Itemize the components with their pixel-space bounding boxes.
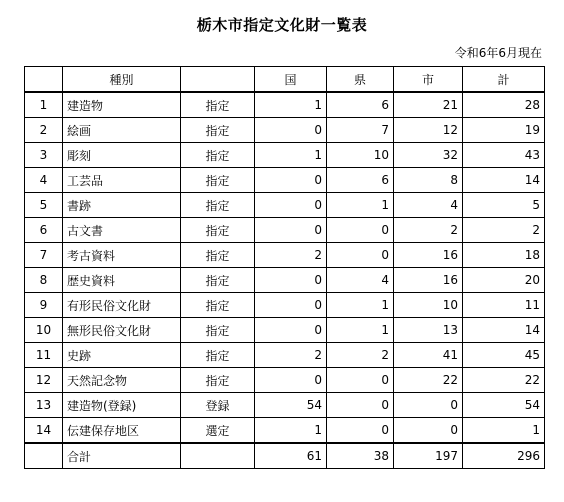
table-row — [25, 118, 545, 143]
cell-category: 彫刻 — [63, 143, 181, 168]
cell-prefecture: 10 — [327, 143, 394, 168]
cell-type: 指定 — [181, 143, 255, 168]
cell-national: 54 — [255, 393, 327, 418]
cell-national: 0 — [255, 118, 327, 143]
cell-type: 指定 — [181, 92, 255, 118]
cell-type: 指定 — [181, 318, 255, 343]
table-row — [25, 343, 545, 368]
cell-category: 書跡 — [63, 193, 181, 218]
cell-no: 4 — [25, 168, 63, 193]
cell-national: 1 — [255, 143, 327, 168]
table-row — [25, 168, 545, 193]
cell-total: 22 — [463, 368, 545, 393]
cell-no: 6 — [25, 218, 63, 243]
cell-category: 建造物 — [63, 92, 181, 118]
cell-no: 10 — [25, 318, 63, 343]
cell-total: 43 — [463, 143, 545, 168]
header-type — [181, 67, 255, 93]
cell-category: 歴史資料 — [63, 268, 181, 293]
cell-city: 32 — [394, 143, 463, 168]
cell-total: 5 — [463, 193, 545, 218]
cell-category: 無形民俗文化財 — [63, 318, 181, 343]
cell-no: 14 — [25, 418, 63, 444]
cell-type: 登録 — [181, 393, 255, 418]
cell-prefecture: 1 — [327, 193, 394, 218]
cell-category: 工芸品 — [63, 168, 181, 193]
cell-type: 指定 — [181, 118, 255, 143]
cell-national: 0 — [255, 193, 327, 218]
cell-prefecture: 1 — [327, 293, 394, 318]
table-row — [25, 368, 545, 393]
cell-type: 選定 — [181, 418, 255, 444]
cell-category: 合計 — [63, 443, 181, 469]
as-of-date: 令和6年6月現在 — [454, 46, 542, 60]
cell-city: 0 — [394, 393, 463, 418]
header-row — [25, 67, 545, 93]
cell-prefecture: 6 — [327, 92, 394, 118]
cell-national: 0 — [255, 293, 327, 318]
header-total: 計 — [463, 67, 545, 93]
cell-type: 指定 — [181, 368, 255, 393]
table-row — [25, 393, 545, 418]
table-row — [25, 218, 545, 243]
cell-no: 5 — [25, 193, 63, 218]
cell-prefecture: 7 — [327, 118, 394, 143]
cell-type: 指定 — [181, 268, 255, 293]
cell-total: 45 — [463, 343, 545, 368]
cell-type: 指定 — [181, 243, 255, 268]
cell-category: 古文書 — [63, 218, 181, 243]
cell-national: 1 — [255, 92, 327, 118]
cell-no: 11 — [25, 343, 63, 368]
table-header — [25, 67, 545, 93]
cell-no: 13 — [25, 393, 63, 418]
cell-prefecture: 0 — [327, 368, 394, 393]
table-row — [25, 318, 545, 343]
cell-prefecture: 4 — [327, 268, 394, 293]
cell-national: 1 — [255, 418, 327, 444]
cell-type — [181, 443, 255, 469]
cell-total: 296 — [463, 443, 545, 469]
cell-total: 54 — [463, 393, 545, 418]
cell-no: 1 — [25, 92, 63, 118]
cell-category: 有形民俗文化財 — [63, 293, 181, 318]
cell-prefecture: 0 — [327, 243, 394, 268]
cell-national: 0 — [255, 168, 327, 193]
cell-category: 建造物(登録) — [63, 393, 181, 418]
cell-prefecture: 6 — [327, 168, 394, 193]
cell-city: 197 — [394, 443, 463, 469]
cell-type: 指定 — [181, 293, 255, 318]
cell-no: 2 — [25, 118, 63, 143]
cell-prefecture: 38 — [327, 443, 394, 469]
cell-city: 41 — [394, 343, 463, 368]
totals-row — [25, 443, 545, 469]
cell-national: 2 — [255, 343, 327, 368]
table-row — [25, 143, 545, 168]
cell-type: 指定 — [181, 168, 255, 193]
cell-total: 2 — [463, 218, 545, 243]
cell-total: 18 — [463, 243, 545, 268]
cell-city: 4 — [394, 193, 463, 218]
cell-national: 0 — [255, 368, 327, 393]
header-no — [25, 67, 63, 93]
header-prefecture: 県 — [327, 67, 394, 93]
table-row — [25, 92, 545, 118]
cell-category: 考古資料 — [63, 243, 181, 268]
cell-national: 0 — [255, 318, 327, 343]
cell-no — [25, 443, 63, 469]
cell-national: 2 — [255, 243, 327, 268]
cell-city: 12 — [394, 118, 463, 143]
cell-national: 0 — [255, 268, 327, 293]
cell-prefecture: 0 — [327, 393, 394, 418]
table-row — [25, 293, 545, 318]
cell-city: 21 — [394, 92, 463, 118]
table-row — [25, 243, 545, 268]
cell-city: 13 — [394, 318, 463, 343]
cell-prefecture: 1 — [327, 318, 394, 343]
cell-total: 1 — [463, 418, 545, 444]
cultural-properties-table — [24, 66, 545, 469]
cell-no: 9 — [25, 293, 63, 318]
cell-category: 史跡 — [63, 343, 181, 368]
cell-total: 28 — [463, 92, 545, 118]
cell-category: 絵画 — [63, 118, 181, 143]
cell-no: 12 — [25, 368, 63, 393]
cell-city: 22 — [394, 368, 463, 393]
cell-national: 61 — [255, 443, 327, 469]
cell-prefecture: 2 — [327, 343, 394, 368]
table-body — [25, 92, 545, 469]
cell-national: 0 — [255, 218, 327, 243]
cell-type: 指定 — [181, 218, 255, 243]
table-row — [25, 268, 545, 293]
cell-total: 14 — [463, 318, 545, 343]
header-category: 種別 — [63, 67, 181, 93]
cell-category: 天然記念物 — [63, 368, 181, 393]
cell-city: 10 — [394, 293, 463, 318]
cell-prefecture: 0 — [327, 418, 394, 444]
table-row — [25, 193, 545, 218]
cell-total: 20 — [463, 268, 545, 293]
cell-total: 11 — [463, 293, 545, 318]
cell-category: 伝建保存地区 — [63, 418, 181, 444]
cell-prefecture: 0 — [327, 218, 394, 243]
cell-type: 指定 — [181, 193, 255, 218]
cell-no: 8 — [25, 268, 63, 293]
cell-no: 3 — [25, 143, 63, 168]
cell-city: 16 — [394, 268, 463, 293]
cell-city: 0 — [394, 418, 463, 444]
cell-total: 14 — [463, 168, 545, 193]
cell-no: 7 — [25, 243, 63, 268]
table-row — [25, 418, 545, 444]
cell-type: 指定 — [181, 343, 255, 368]
header-city: 市 — [394, 67, 463, 93]
cell-city: 2 — [394, 218, 463, 243]
header-national: 国 — [255, 67, 327, 93]
page-title: 栃木市指定文化財一覧表 — [196, 16, 368, 34]
cell-total: 19 — [463, 118, 545, 143]
cell-city: 8 — [394, 168, 463, 193]
cell-city: 16 — [394, 243, 463, 268]
